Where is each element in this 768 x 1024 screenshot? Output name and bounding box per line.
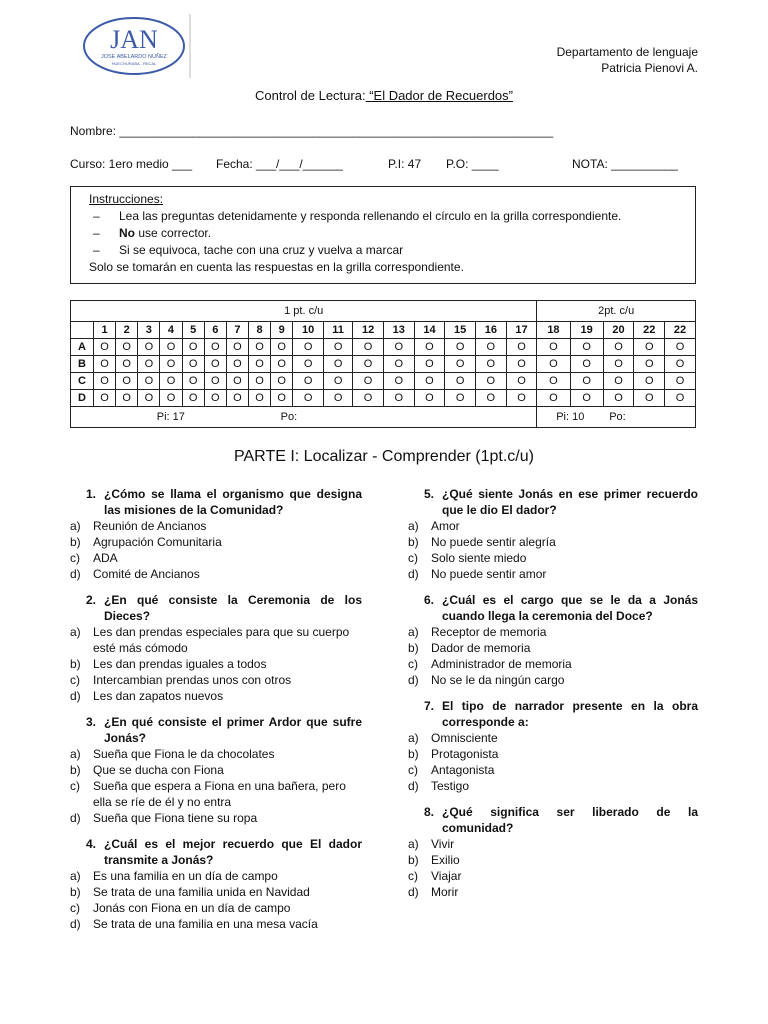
answer-circle[interactable]: O — [138, 390, 160, 407]
answer-circle[interactable]: O — [665, 339, 696, 356]
question-text — [70, 836, 362, 868]
grid-answer-row — [71, 373, 696, 390]
question-text — [70, 486, 362, 518]
score-po-1: Po: — [271, 407, 537, 428]
part-title: PARTE I: Localizar - Comprender (1pt.c/u) — [234, 448, 534, 465]
option-text: Reunión de Ancianos — [93, 519, 207, 533]
po-field[interactable]: P.O: ____ — [446, 157, 499, 171]
question-text — [408, 592, 698, 624]
question-block — [70, 592, 362, 704]
answer-option — [408, 640, 698, 656]
answer-circle[interactable]: O — [138, 373, 160, 390]
option-text: Se trata de una familia en una mesa vacía — [93, 917, 318, 931]
option-text: No se le da ningún cargo — [431, 673, 565, 687]
answer-circle[interactable]: O — [204, 339, 226, 356]
answer-circle[interactable]: O — [445, 339, 476, 356]
instruction-item: – Lea las preguntas detenidamente y responda rellenando el círculo en la grilla correspondiente. — [93, 209, 622, 223]
option-letter: d) — [70, 689, 81, 703]
option-letter: a) — [408, 625, 419, 639]
school-logo — [80, 14, 192, 78]
question-block — [408, 592, 698, 688]
question-text — [408, 804, 698, 836]
answer-circle[interactable]: O — [445, 356, 476, 373]
option-text: Sueña que Fiona le da chocolates — [93, 747, 275, 761]
answer-option — [70, 746, 362, 762]
question-number: 7. — [423, 699, 434, 713]
question-text — [70, 714, 362, 746]
answer-option — [408, 778, 698, 794]
option-text: Les dan prendas especiales para que su cuerpo esté más cómodo — [93, 625, 350, 655]
question-number: 13 — [383, 322, 414, 339]
answer-option — [408, 534, 698, 550]
answer-circle[interactable]: O — [383, 390, 414, 407]
option-text: Morir — [431, 885, 459, 899]
answer-option — [408, 550, 698, 566]
answer-option — [70, 810, 362, 826]
option-text: Jonás con Fiona en un día de campo — [93, 901, 291, 915]
answer-option — [408, 656, 698, 672]
department-header — [557, 44, 698, 76]
question-number: 9 — [271, 322, 293, 339]
answer-circle[interactable]: O — [94, 390, 116, 407]
option-letter: d) — [408, 673, 419, 687]
option-letter: a) — [70, 519, 81, 533]
option-letter: c) — [70, 673, 80, 687]
score-pi-1: Pi: 17 — [71, 407, 271, 428]
option-letter: c) — [408, 551, 418, 565]
answer-circle[interactable]: O — [383, 356, 414, 373]
question-number: 4 — [160, 322, 182, 339]
answer-option — [408, 518, 698, 534]
question-prompt: ¿En qué consiste el primer Ardor que sufre Jonás? — [104, 715, 362, 745]
answer-circle[interactable]: O — [603, 356, 634, 373]
answer-circle[interactable]: O — [138, 356, 160, 373]
instruction-item: – Si se equivoca, tache con una cruz y vuelva a marcar — [93, 243, 404, 257]
option-letter: a) — [408, 519, 419, 533]
option-text: Solo siente miedo — [431, 551, 527, 565]
question-number: 3 — [138, 322, 160, 339]
answer-option — [70, 672, 362, 688]
answer-circle[interactable]: O — [182, 356, 204, 373]
question-text — [408, 486, 698, 518]
answer-circle[interactable]: O — [603, 390, 634, 407]
question-prompt: El tipo de narrador presente en la obra corresponde a: — [442, 699, 698, 729]
score-pi-2: Pi: 10 — [537, 407, 603, 428]
answer-option — [70, 688, 362, 704]
instruction-item: – No use corrector. — [93, 226, 212, 240]
teacher-name: Patricia Pienovi A. — [601, 61, 698, 75]
option-letter: B — [71, 356, 94, 373]
answer-circle[interactable]: O — [475, 373, 506, 390]
answer-option — [70, 900, 362, 916]
answer-circle[interactable]: O — [506, 356, 537, 373]
question-number: 5. — [423, 487, 434, 501]
answer-circle[interactable]: O — [271, 390, 293, 407]
answer-circle[interactable]: O — [138, 339, 160, 356]
question-number: 7 — [226, 322, 248, 339]
department-name: Departamento de lenguaje — [556, 45, 698, 59]
option-letter: a) — [70, 625, 81, 639]
score-po-2: Po: — [603, 407, 695, 428]
answer-option — [70, 778, 362, 810]
question-prompt: ¿Qué significa ser liberado de la comunidad? — [442, 805, 698, 835]
question-prompt: ¿Cómo se llama el organismo que designa las misiones de la Comunidad? — [104, 487, 362, 517]
answer-circle[interactable]: O — [248, 339, 270, 356]
group-2pt-label: 2pt. c/u — [537, 301, 696, 322]
option-text: Se trata de una familia unida en Navidad — [93, 885, 310, 899]
answer-circle[interactable]: O — [445, 390, 476, 407]
option-letter: b) — [70, 657, 81, 671]
answer-circle[interactable]: O — [634, 356, 665, 373]
option-text: Omnisciente — [431, 731, 498, 745]
option-letter: b) — [408, 747, 419, 761]
option-text: No puede sentir alegría — [431, 535, 556, 549]
answer-circle[interactable]: O — [634, 339, 665, 356]
question-number: 3. — [85, 715, 96, 729]
answer-circle[interactable]: O — [475, 356, 506, 373]
option-text: Les dan zapatos nuevos — [93, 689, 224, 703]
answer-circle[interactable]: O — [226, 339, 248, 356]
option-letter: b) — [408, 535, 419, 549]
answer-circle[interactable]: O — [537, 373, 570, 390]
question-text — [70, 592, 362, 624]
option-letter: c) — [70, 901, 80, 915]
option-letter: c) — [408, 763, 418, 777]
answer-circle[interactable]: O — [271, 356, 293, 373]
question-prompt: ¿Qué siente Jonás en ese primer recuerdo que le dio El dador? — [442, 487, 698, 517]
answer-circle[interactable]: O — [248, 390, 270, 407]
option-text: Es una familia en un día de campo — [93, 869, 278, 883]
answer-circle[interactable]: O — [226, 390, 248, 407]
answer-circle[interactable]: O — [293, 373, 324, 390]
answer-circle[interactable]: O — [665, 390, 696, 407]
question-number: 11 — [323, 322, 352, 339]
answer-circle[interactable]: O — [293, 339, 324, 356]
instructions-final: Solo se tomarán en cuenta las respuestas en la grilla correspondiente. — [89, 260, 464, 274]
question-number: 6 — [204, 322, 226, 339]
option-letter: d) — [70, 811, 81, 825]
answer-circle[interactable]: O — [94, 373, 116, 390]
answer-circle[interactable]: O — [570, 373, 603, 390]
option-text: Que se ducha con Fiona — [93, 763, 224, 777]
option-letter: c) — [70, 779, 80, 793]
answer-circle[interactable]: O — [537, 356, 570, 373]
answer-option — [70, 624, 362, 656]
question-number: 18 — [537, 322, 570, 339]
grid-answer-row — [71, 339, 696, 356]
option-text: Antagonista — [431, 763, 495, 777]
answer-circle[interactable]: O — [271, 339, 293, 356]
option-letter: d) — [70, 567, 81, 581]
question-number: 22 — [665, 322, 696, 339]
answer-option — [408, 884, 698, 900]
answer-circle[interactable]: O — [160, 390, 182, 407]
option-letter: d) — [408, 885, 419, 899]
option-letter: b) — [70, 885, 81, 899]
option-letter: c) — [408, 869, 418, 883]
instructions-box — [70, 186, 696, 284]
option-letter: D — [71, 390, 94, 407]
answer-circle[interactable]: O — [323, 390, 352, 407]
answer-option — [408, 566, 698, 582]
question-number: 5 — [182, 322, 204, 339]
answer-circle[interactable]: O — [634, 373, 665, 390]
answer-circle[interactable]: O — [383, 373, 414, 390]
answer-circle[interactable]: O — [248, 373, 270, 390]
answer-circle[interactable]: O — [506, 373, 537, 390]
answer-option — [408, 762, 698, 778]
option-text: ADA — [93, 551, 118, 565]
answer-option — [70, 884, 362, 900]
question-prompt: ¿Cuál es el cargo que se le da a Jonás cuando llega la ceremonia del Doce? — [442, 593, 698, 623]
answer-circle[interactable]: O — [160, 339, 182, 356]
option-text: Amor — [431, 519, 460, 533]
question-number: 1. — [85, 487, 96, 501]
question-block — [408, 486, 698, 582]
answer-circle[interactable]: O — [323, 356, 352, 373]
option-text: Sueña que Fiona tiene su ropa — [93, 811, 258, 825]
answer-circle[interactable]: O — [204, 356, 226, 373]
answer-circle[interactable]: O — [293, 390, 324, 407]
question-block — [70, 714, 362, 826]
logo-text: JOSE ABELARDO NUÑEZ — [100, 54, 168, 60]
answer-circle[interactable]: O — [353, 339, 384, 356]
option-text: Exilio — [431, 853, 460, 867]
answer-circle[interactable]: O — [293, 356, 324, 373]
answer-circle[interactable]: O — [323, 339, 352, 356]
question-block — [408, 804, 698, 900]
answer-circle[interactable]: O — [160, 356, 182, 373]
answer-circle[interactable]: O — [116, 339, 138, 356]
question-number: 22 — [634, 322, 665, 339]
question-number: 2 — [116, 322, 138, 339]
answer-circle[interactable]: O — [204, 373, 226, 390]
answer-circle[interactable]: O — [116, 356, 138, 373]
answer-circle[interactable]: O — [414, 356, 445, 373]
option-letter: a) — [408, 837, 419, 851]
title-prefix: Control de Lectura: — [255, 88, 366, 103]
answer-option — [70, 518, 362, 534]
question-number: 16 — [475, 322, 506, 339]
option-letter: b) — [408, 853, 419, 867]
answer-circle[interactable]: O — [204, 390, 226, 407]
answer-circle[interactable]: O — [160, 373, 182, 390]
questions-left-column — [70, 486, 362, 942]
answer-circle[interactable]: O — [414, 373, 445, 390]
answer-option — [408, 672, 698, 688]
question-number: 8. — [423, 805, 434, 819]
question-number: 2. — [85, 593, 96, 607]
logo-mark: JAN — [110, 25, 158, 54]
answer-circle[interactable]: O — [414, 390, 445, 407]
answer-circle[interactable]: O — [445, 373, 476, 390]
answer-circle[interactable]: O — [570, 390, 603, 407]
question-number: 19 — [570, 322, 603, 339]
answer-circle[interactable]: O — [353, 390, 384, 407]
question-number: 1 — [94, 322, 116, 339]
answer-circle[interactable]: O — [353, 373, 384, 390]
option-text: Testigo — [431, 779, 470, 793]
fecha-field[interactable]: Fecha: ___/___/______ — [216, 157, 343, 171]
option-letter: a) — [408, 731, 419, 745]
question-number: 10 — [293, 322, 324, 339]
question-block — [70, 836, 362, 932]
option-text: Administrador de memoria — [431, 657, 572, 671]
answer-circle[interactable]: O — [271, 373, 293, 390]
question-block — [408, 698, 698, 794]
answer-circle[interactable]: O — [414, 339, 445, 356]
answer-circle[interactable]: O — [116, 373, 138, 390]
answer-circle[interactable]: O — [383, 339, 414, 356]
answer-circle[interactable]: O — [570, 339, 603, 356]
option-text: Comité de Ancianos — [93, 567, 200, 581]
grid-group-row — [71, 301, 696, 322]
answer-option — [408, 624, 698, 640]
answer-circle[interactable]: O — [537, 339, 570, 356]
title-book: “El Dador de Recuerdos” — [365, 88, 513, 103]
option-letter: b) — [408, 641, 419, 655]
answer-circle[interactable]: O — [226, 373, 248, 390]
answer-circle[interactable]: O — [248, 356, 270, 373]
grid-answer-row — [71, 356, 696, 373]
option-letter: b) — [70, 535, 81, 549]
answer-circle[interactable]: O — [665, 373, 696, 390]
answer-option — [408, 836, 698, 852]
grid-corner — [71, 322, 94, 339]
option-text: Intercambian prendas unos con otros — [93, 673, 292, 687]
question-number: 15 — [445, 322, 476, 339]
option-letter: b) — [70, 763, 81, 777]
answer-circle[interactable]: O — [323, 373, 352, 390]
questions-right-column — [408, 486, 698, 910]
pi-field: P.I: 47 — [388, 157, 422, 171]
grid-answer-row — [71, 390, 696, 407]
grid-number-row — [71, 322, 696, 339]
answer-option — [70, 868, 362, 884]
option-letter: d) — [408, 567, 419, 581]
answer-circle[interactable]: O — [570, 356, 603, 373]
question-number: 8 — [248, 322, 270, 339]
group-1pt-label: 1 pt. c/u — [71, 301, 537, 322]
question-prompt: ¿En qué consiste la Ceremonia de los Dieces? — [104, 593, 362, 623]
answer-circle[interactable]: O — [116, 390, 138, 407]
option-letter: A — [71, 339, 94, 356]
question-number: 6. — [423, 593, 434, 607]
answer-grid — [70, 300, 696, 428]
answer-circle[interactable]: O — [603, 373, 634, 390]
question-number: 14 — [414, 322, 445, 339]
answer-circle[interactable]: O — [182, 339, 204, 356]
answer-option — [70, 550, 362, 566]
answer-circle[interactable]: O — [94, 356, 116, 373]
page-title — [0, 88, 768, 103]
curso-field[interactable]: Curso: 1ero medio ___ — [70, 157, 193, 171]
question-block — [70, 486, 362, 582]
option-letter: a) — [70, 869, 81, 883]
question-number: 4. — [85, 837, 96, 851]
option-letter: a) — [70, 747, 81, 761]
answer-option — [408, 852, 698, 868]
option-text: Protagonista — [431, 747, 499, 761]
answer-option — [70, 566, 362, 582]
question-number: 20 — [603, 322, 634, 339]
nota-field[interactable]: NOTA: __________ — [572, 157, 678, 171]
option-letter: d) — [408, 779, 419, 793]
answer-circle[interactable]: O — [182, 373, 204, 390]
answer-option — [70, 916, 362, 932]
answer-option — [408, 746, 698, 762]
instructions-heading: Instrucciones: — [89, 192, 164, 206]
logo-subtext: HUECHURABA - RECAL — [111, 61, 157, 66]
answer-circle[interactable]: O — [537, 390, 570, 407]
answer-option — [70, 656, 362, 672]
answer-option — [408, 868, 698, 884]
option-text: Dador de memoria — [431, 641, 531, 655]
option-letter: C — [71, 373, 94, 390]
answer-circle[interactable]: O — [506, 339, 537, 356]
answer-circle[interactable]: O — [226, 356, 248, 373]
option-letter: c) — [408, 657, 418, 671]
answer-circle[interactable]: O — [665, 356, 696, 373]
option-text: Vivir — [431, 837, 455, 851]
option-text: No puede sentir amor — [431, 567, 547, 581]
answer-circle[interactable]: O — [506, 390, 537, 407]
answer-circle[interactable]: O — [182, 390, 204, 407]
answer-option — [408, 730, 698, 746]
answer-circle[interactable]: O — [475, 339, 506, 356]
question-number: 12 — [353, 322, 384, 339]
answer-option — [70, 762, 362, 778]
answer-option — [70, 534, 362, 550]
option-text: Viajar — [431, 869, 462, 883]
option-text: Sueña que espera a Fiona en una bañera, pero ella se ríe de él y no entra — [93, 779, 346, 809]
grid-score-row — [71, 407, 696, 428]
answer-circle[interactable]: O — [603, 339, 634, 356]
option-letter: d) — [70, 917, 81, 931]
answer-circle[interactable]: O — [353, 356, 384, 373]
answer-circle[interactable]: O — [475, 390, 506, 407]
question-prompt: ¿Cuál es el mejor recuerdo que El dador transmite a Jonás? — [104, 837, 362, 867]
option-letter: c) — [70, 551, 80, 565]
name-field[interactable]: Nombre: _________________________________________________________________ — [70, 124, 554, 138]
option-text: Agrupación Comunitaria — [93, 535, 222, 549]
answer-circle[interactable]: O — [634, 390, 665, 407]
instructions-list — [89, 208, 695, 259]
option-text: Receptor de memoria — [431, 625, 547, 639]
answer-circle[interactable]: O — [94, 339, 116, 356]
option-text: Les dan prendas iguales a todos — [93, 657, 267, 671]
question-text — [408, 698, 698, 730]
question-number: 17 — [506, 322, 537, 339]
